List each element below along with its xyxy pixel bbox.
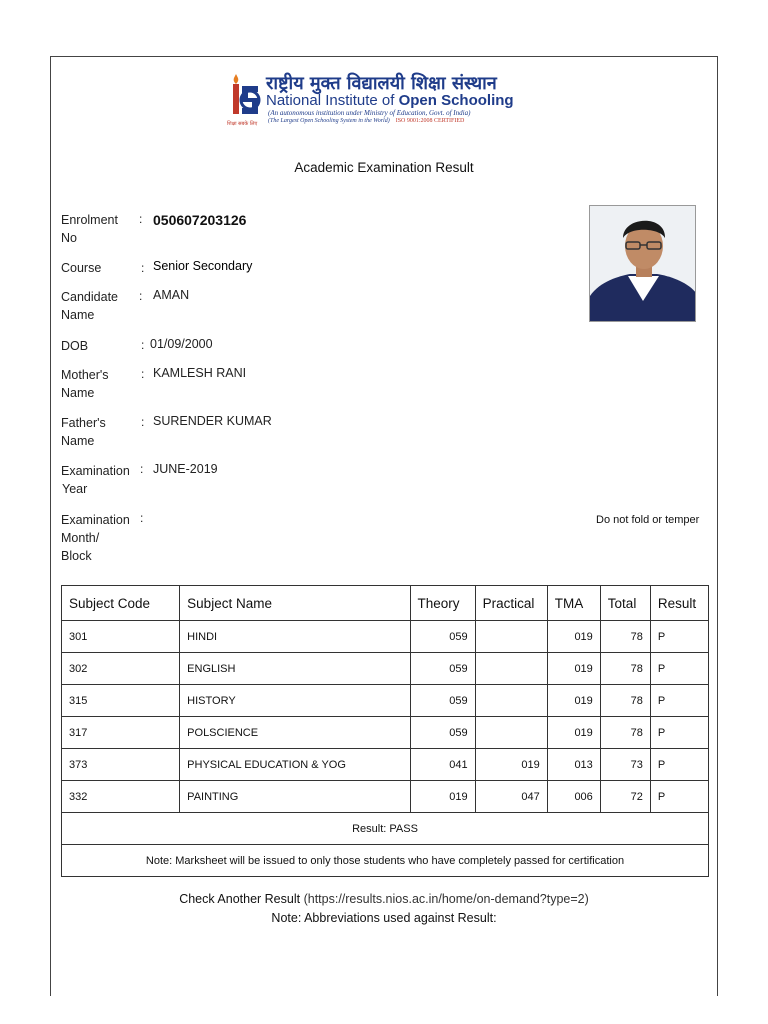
table-row [62, 749, 709, 781]
logo-tagline: शिक्षा सबके लिए [227, 121, 258, 127]
colon: : [139, 289, 143, 303]
father-name-value: SURENDER KUMAR [153, 414, 272, 428]
org-subline-2-text: (The Largest Open Schooling System in the World) [268, 118, 390, 124]
cell-total: 78 [600, 717, 650, 749]
cell-result: P [650, 749, 708, 781]
table-row [62, 653, 709, 685]
enrolment-label-line2: No [61, 231, 77, 245]
cell-total: 72 [600, 781, 650, 813]
nios-logo [226, 70, 526, 130]
cell-theory: 059 [410, 653, 475, 685]
cell-tma: 013 [547, 749, 600, 781]
cell-practical: 047 [475, 781, 547, 813]
cell-result: P [650, 781, 708, 813]
colon: : [141, 261, 145, 275]
page-title: Academic Examination Result [294, 160, 474, 175]
exam-year-label-line1: Examination [61, 464, 130, 478]
cell-tma: 019 [547, 621, 600, 653]
cell-tma: 019 [547, 685, 600, 717]
cell-theory: 059 [410, 621, 475, 653]
table-row [62, 621, 709, 653]
org-name-hindi: राष्ट्रीय मुक्त विद्यालयी शिक्षा संस्थान [266, 73, 497, 94]
org-subline-1: (An autonomous institution under Ministry of Education, Govt. of India) [268, 109, 471, 117]
colon: : [141, 367, 145, 381]
colon: : [141, 415, 145, 429]
exam-year-value: JUNE-2019 [153, 462, 218, 476]
cell-practical [475, 685, 547, 717]
cell-result: P [650, 685, 708, 717]
cell-subject: HISTORY [180, 685, 410, 717]
cell-practical: 019 [475, 749, 547, 781]
exam-year-label-line2: Year [62, 482, 88, 496]
enrolment-label [61, 211, 141, 247]
certification-note-row [62, 845, 709, 877]
cell-practical [475, 653, 547, 685]
colon: : [141, 338, 145, 352]
father-label-line1: Father's [61, 416, 106, 430]
header-total: Total [600, 586, 650, 621]
cell-tma: 006 [547, 781, 600, 813]
exam-block-label-line2: Month/ [61, 531, 100, 545]
result-summary-row [62, 813, 709, 845]
candidate-name-label [61, 288, 141, 324]
cell-total: 78 [600, 621, 650, 653]
mother-name-value: KAMLESH RANI [153, 366, 247, 380]
cell-subject: POLSCIENCE [180, 717, 410, 749]
exam-block-label [61, 511, 151, 565]
mother-label-line1: Mother's [61, 368, 109, 382]
exam-block-label-line1: Examination [61, 513, 130, 527]
nios-logo-icon [226, 70, 262, 128]
org-name-english [266, 92, 514, 109]
enrolment-value: 050607203126 [153, 212, 247, 228]
cell-subject: PAINTING [180, 781, 410, 813]
cell-theory: 019 [410, 781, 475, 813]
header-practical: Practical [475, 586, 547, 621]
cell-theory: 059 [410, 685, 475, 717]
colon: : [140, 462, 144, 476]
do-not-fold-notice: Do not fold or temper [596, 514, 700, 526]
cell-practical [475, 717, 547, 749]
cell-subject: HINDI [180, 621, 410, 653]
cell-total: 73 [600, 749, 650, 781]
table-row [62, 685, 709, 717]
check-another-result-url[interactable]: (https://results.nios.ac.in/home/on-demand?type=2) [303, 892, 589, 906]
table-row [62, 781, 709, 813]
dob-value: 01/09/2000 [150, 337, 213, 351]
abbreviations-note: Note: Abbreviations used against Result: [271, 911, 497, 925]
cell-subject: PHYSICAL EDUCATION & YOG [180, 749, 410, 781]
cell-code: 332 [62, 781, 180, 813]
colon: : [139, 212, 143, 226]
candidate-name-value: AMAN [153, 288, 190, 302]
cell-code: 301 [62, 621, 180, 653]
header-subject-code: Subject Code [62, 586, 180, 621]
cell-total: 78 [600, 685, 650, 717]
father-name-label [61, 414, 141, 450]
cell-result: P [650, 717, 708, 749]
org-name-bold: Open Schooling [398, 92, 514, 109]
exam-year-label [61, 462, 151, 498]
org-subline-2 [268, 118, 464, 124]
cell-theory: 041 [410, 749, 475, 781]
result-summary: Result: PASS [62, 813, 709, 845]
cell-code: 302 [62, 653, 180, 685]
cell-result: P [650, 653, 708, 685]
candidate-photo-image [590, 206, 696, 322]
iso-badge: ISO 9001:2008 CERTIFIED [395, 118, 465, 124]
header-theory: Theory [410, 586, 475, 621]
candidate-photo [589, 205, 696, 322]
header-tma: TMA [547, 586, 600, 621]
cell-theory: 059 [410, 717, 475, 749]
org-name-prefix: National Institute of [266, 92, 399, 109]
header-subject-name: Subject Name [180, 586, 410, 621]
table-row [62, 717, 709, 749]
colon: : [140, 511, 144, 525]
mother-label-line2: Name [61, 386, 95, 400]
check-another-result [0, 892, 768, 906]
exam-block-label-line3: Block [61, 549, 92, 563]
father-label-line2: Name [61, 434, 95, 448]
cell-result: P [650, 621, 708, 653]
cell-code: 315 [62, 685, 180, 717]
candidate-label-line2: Name [61, 308, 95, 322]
course-label: Course [61, 261, 102, 275]
cell-total: 78 [600, 653, 650, 685]
cell-code: 317 [62, 717, 180, 749]
dob-label: DOB [61, 339, 89, 353]
certification-note: Note: Marksheet will be issued to only those students who have completely passed for certification [62, 845, 709, 877]
cell-code: 373 [62, 749, 180, 781]
cell-subject: ENGLISH [180, 653, 410, 685]
cell-practical [475, 621, 547, 653]
results-table [61, 585, 709, 877]
cell-tma: 019 [547, 653, 600, 685]
candidate-label-line1: Candidate [61, 290, 118, 304]
header-result: Result [650, 586, 708, 621]
cell-tma: 019 [547, 717, 600, 749]
table-header-row [62, 586, 709, 621]
mother-name-label [61, 366, 141, 402]
enrolment-label-line1: Enrolment [61, 213, 118, 227]
course-value: Senior Secondary [153, 259, 253, 273]
check-another-result-link[interactable]: Check Another Result [179, 892, 301, 906]
